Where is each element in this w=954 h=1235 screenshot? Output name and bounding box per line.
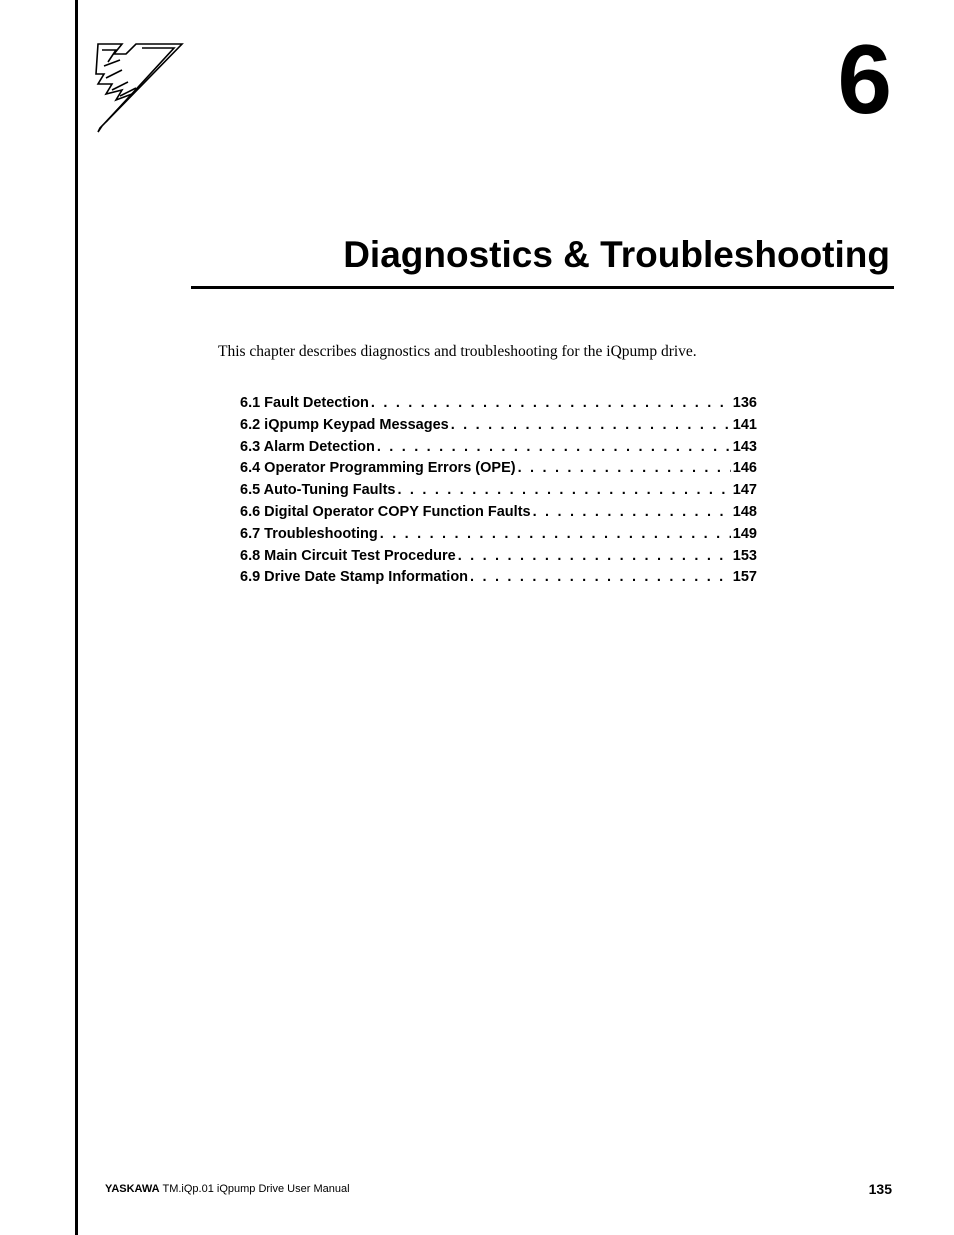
toc-entry-6-6[interactable] bbox=[240, 504, 757, 526]
toc-entry-6-5[interactable] bbox=[240, 482, 757, 504]
dot-leader bbox=[468, 569, 731, 585]
toc-entry-label: 6.8 Main Circuit Test Procedure bbox=[240, 547, 456, 564]
toc-entry-label: 6.4 Operator Programming Errors (OPE) bbox=[240, 460, 516, 477]
toc-entry-6-9[interactable] bbox=[240, 569, 757, 591]
table-of-contents bbox=[240, 395, 757, 591]
toc-entry-label: 6.5 Auto-Tuning Faults bbox=[240, 482, 396, 499]
dot-leader bbox=[456, 548, 731, 564]
toc-entry-page: 148 bbox=[732, 503, 757, 520]
dot-leader bbox=[375, 439, 731, 455]
toc-entry-label: 6.3 Alarm Detection bbox=[240, 438, 375, 455]
toc-entry-page: 149 bbox=[732, 525, 757, 542]
toc-entry-6-1[interactable] bbox=[240, 395, 757, 417]
toc-entry-6-8[interactable] bbox=[240, 548, 757, 570]
toc-entry-label: 6.2 iQpump Keypad Messages bbox=[240, 416, 449, 433]
title-underline bbox=[191, 286, 894, 289]
toc-entry-label: 6.9 Drive Date Stamp Information bbox=[240, 569, 469, 586]
toc-entry-page: 147 bbox=[732, 482, 757, 499]
toc-entry-6-3[interactable] bbox=[240, 439, 757, 461]
left-margin-rule bbox=[75, 0, 78, 1235]
chapter-title: Diagnostics & Troubleshooting bbox=[343, 234, 890, 275]
yaskawa-logo-icon bbox=[92, 40, 186, 134]
dot-leader bbox=[516, 460, 731, 476]
toc-entry-page: 153 bbox=[732, 547, 757, 564]
dot-leader bbox=[395, 482, 731, 498]
chapter-intro: This chapter describes diagnostics and troubleshooting for the iQpump drive. bbox=[218, 343, 697, 360]
toc-entry-6-2[interactable] bbox=[240, 417, 757, 439]
toc-entry-label: 6.1 Fault Detection bbox=[240, 395, 369, 411]
toc-entry-6-7[interactable] bbox=[240, 526, 757, 548]
chapter-number: 6 bbox=[837, 24, 890, 134]
toc-entry-page: 136 bbox=[732, 395, 757, 411]
dot-leader bbox=[449, 417, 731, 433]
toc-entry-page: 141 bbox=[732, 416, 757, 433]
page-number: 135 bbox=[868, 1181, 892, 1197]
dot-leader bbox=[531, 504, 731, 520]
toc-entry-page: 146 bbox=[732, 460, 757, 477]
footer-manual-title bbox=[105, 1183, 350, 1195]
dot-leader bbox=[378, 526, 731, 542]
footer-brand: YASKAWA bbox=[105, 1183, 160, 1195]
toc-entry-page: 143 bbox=[732, 438, 757, 455]
toc-entry-page: 157 bbox=[732, 569, 757, 586]
toc-entry-label: 6.7 Troubleshooting bbox=[240, 525, 378, 542]
toc-entry-label: 6.6 Digital Operator COPY Function Faults bbox=[240, 503, 531, 520]
toc-entry-6-4[interactable] bbox=[240, 460, 757, 482]
dot-leader bbox=[369, 395, 731, 411]
footer-doc-name: TM.iQp.01 iQpump Drive User Manual bbox=[162, 1183, 350, 1195]
